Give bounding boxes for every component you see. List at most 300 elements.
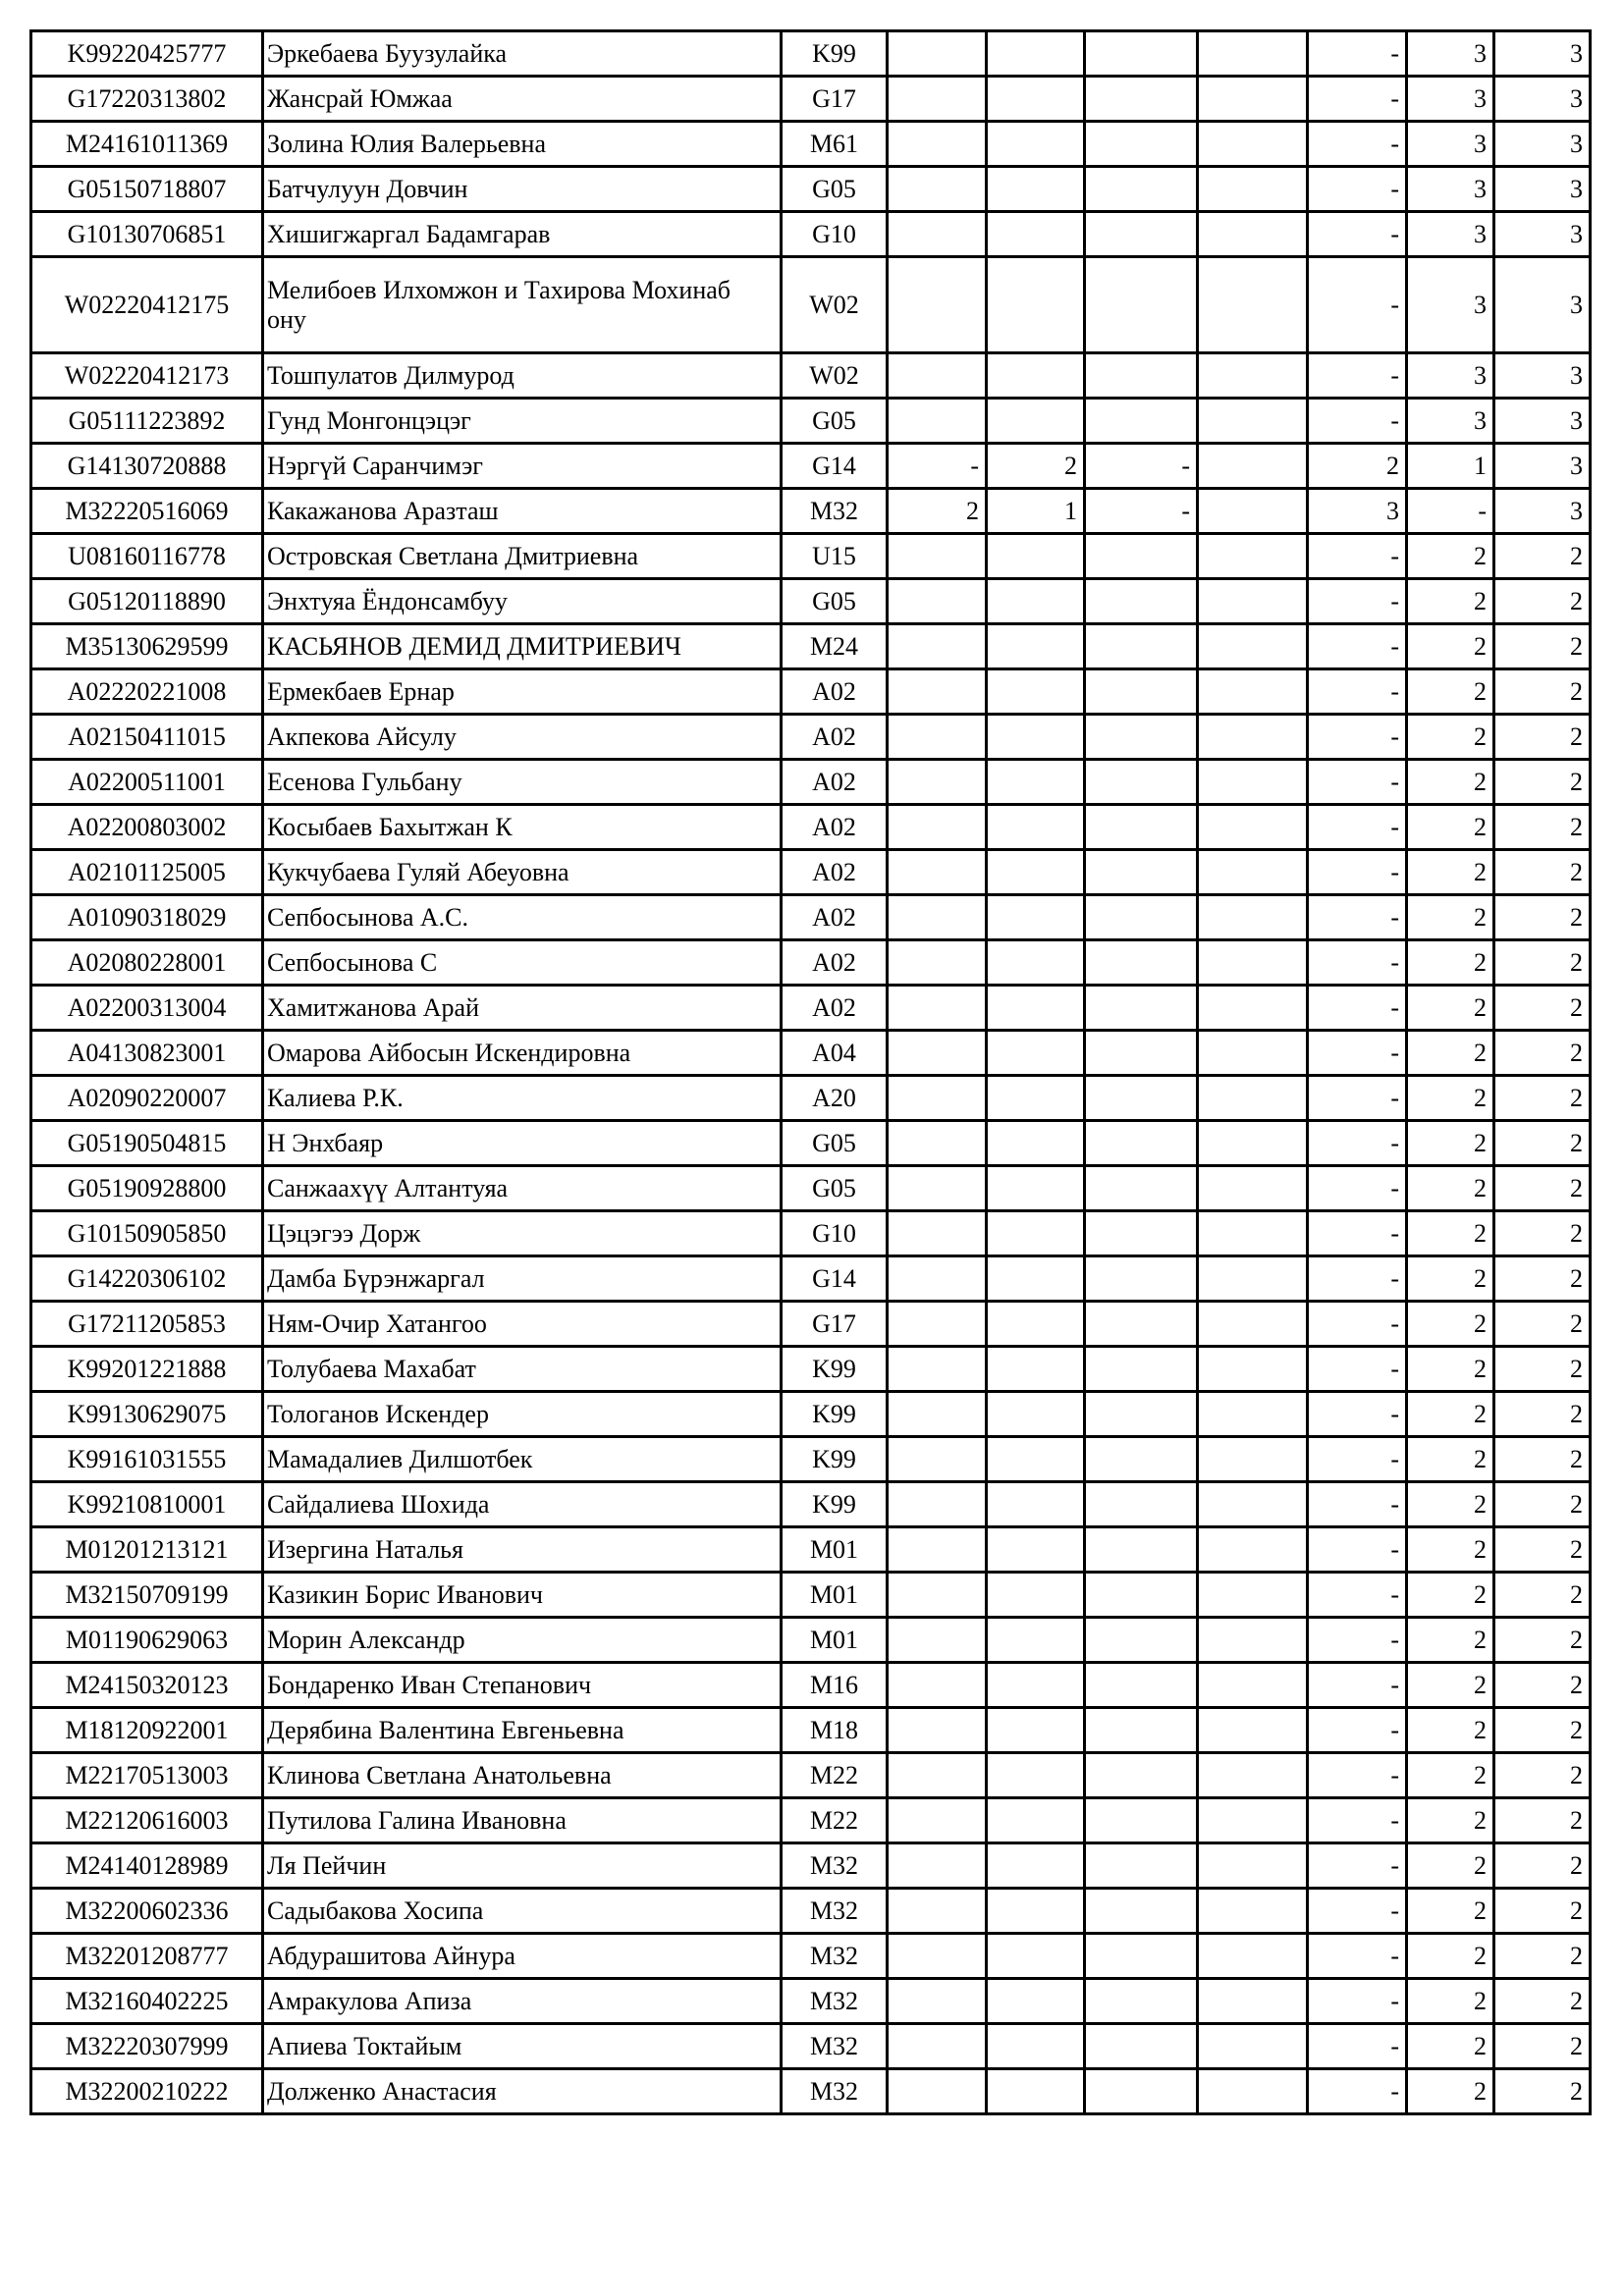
participant-name-cell: Золина Юлия Валерьевна [263,122,782,167]
score-cell-3 [1085,579,1198,624]
score-cell-1 [888,1031,987,1076]
score-cell-1 [888,1076,987,1121]
participant-name-cell: Дамба Бүрэнжаргал [263,1256,782,1302]
table-row [31,534,1591,579]
score-cell-6: 2 [1407,1392,1494,1437]
country-code-cell: M32 [782,489,888,534]
score-cell-4 [1198,31,1308,77]
score-cell-1 [888,1121,987,1166]
score-cell-5: - [1308,212,1407,257]
score-cell-6: 2 [1407,1889,1494,1934]
score-cell-6: 2 [1407,1211,1494,1256]
participant-id-cell: A01090318029 [31,895,263,940]
score-cell-3 [1085,1076,1198,1121]
score-cell-5: - [1308,986,1407,1031]
score-cell-1 [888,624,987,669]
score-cell-2 [987,1211,1085,1256]
table-row [31,1708,1591,1753]
table-row [31,579,1591,624]
score-cell-1 [888,1618,987,1663]
score-cell-3 [1085,1843,1198,1889]
score-cell-4 [1198,579,1308,624]
table-row [31,1211,1591,1256]
table-row [31,1256,1591,1302]
total-cell: 2 [1494,1618,1591,1663]
participant-name-cell: Батчулуун Довчин [263,167,782,212]
score-cell-4 [1198,1798,1308,1843]
participant-name-cell: Сепбосынова С [263,940,782,986]
score-cell-3 [1085,1798,1198,1843]
total-cell: 2 [1494,1979,1591,2024]
country-code-cell: A02 [782,669,888,715]
score-cell-6: 2 [1407,2024,1494,2069]
table-row [31,1437,1591,1482]
participant-id-cell: M35130629599 [31,624,263,669]
score-cell-5: - [1308,669,1407,715]
table-row [31,624,1591,669]
score-cell-6: 2 [1407,1573,1494,1618]
participant-id-cell: A02090220007 [31,1076,263,1121]
score-cell-6: 3 [1407,122,1494,167]
score-cell-2: 2 [987,444,1085,489]
score-cell-6: 2 [1407,1798,1494,1843]
participant-id-cell: M32160402225 [31,1979,263,2024]
score-cell-4 [1198,1121,1308,1166]
score-cell-1 [888,1798,987,1843]
country-code-cell: M32 [782,2024,888,2069]
score-cell-1 [888,1753,987,1798]
total-cell: 2 [1494,579,1591,624]
score-cell-4 [1198,1663,1308,1708]
score-cell-6: 2 [1407,1031,1494,1076]
total-cell: 2 [1494,1527,1591,1573]
score-cell-5: - [1308,1708,1407,1753]
participant-name-cell: Нэргүй Саранчимэг [263,444,782,489]
participant-name-cell: Островская Светлана Дмитриевна [263,534,782,579]
score-cell-2 [987,2069,1085,2114]
participant-id-cell: A04130823001 [31,1031,263,1076]
score-cell-1 [888,1843,987,1889]
score-cell-6: 3 [1407,31,1494,77]
score-cell-6: 2 [1407,1663,1494,1708]
score-cell-6: 2 [1407,1527,1494,1573]
score-cell-1 [888,1708,987,1753]
score-cell-5: - [1308,1121,1407,1166]
score-cell-3 [1085,1482,1198,1527]
score-cell-6: 2 [1407,1618,1494,1663]
score-cell-2 [987,399,1085,444]
country-code-cell: G17 [782,77,888,122]
country-code-cell: W02 [782,353,888,399]
country-code-cell: G14 [782,1256,888,1302]
score-cell-3 [1085,1934,1198,1979]
score-cell-2 [987,1076,1085,1121]
total-cell: 2 [1494,624,1591,669]
participant-name-cell: Калиева Р.К. [263,1076,782,1121]
country-code-cell: A02 [782,715,888,760]
score-cell-6: 3 [1407,77,1494,122]
total-cell: 2 [1494,1256,1591,1302]
score-cell-6: 2 [1407,805,1494,850]
table-row [31,669,1591,715]
score-cell-2 [987,1843,1085,1889]
score-cell-2 [987,986,1085,1031]
table-row [31,444,1591,489]
participant-name-cell: Акпекова Айсулу [263,715,782,760]
table-row [31,31,1591,77]
total-cell: 2 [1494,1798,1591,1843]
participant-name-cell: Ермекбаев Ернар [263,669,782,715]
score-cell-4 [1198,122,1308,167]
score-cell-1 [888,579,987,624]
total-cell: 2 [1494,895,1591,940]
score-cell-3 [1085,624,1198,669]
total-cell: 2 [1494,1573,1591,1618]
country-code-cell: M24 [782,624,888,669]
score-cell-3 [1085,1979,1198,2024]
score-cell-5: - [1308,1618,1407,1663]
score-cell-2 [987,1663,1085,1708]
score-cell-1 [888,1663,987,1708]
score-cell-4 [1198,1843,1308,1889]
participant-id-cell: W02220412175 [31,257,263,353]
score-cell-2 [987,895,1085,940]
score-cell-4 [1198,1392,1308,1437]
score-cell-1 [888,1302,987,1347]
score-cell-4 [1198,399,1308,444]
score-cell-5: - [1308,1166,1407,1211]
participant-id-cell: G17220313802 [31,77,263,122]
score-cell-6: 2 [1407,2069,1494,2114]
score-cell-5: - [1308,1392,1407,1437]
total-cell: 2 [1494,1843,1591,1889]
country-code-cell: M16 [782,1663,888,1708]
score-cell-2 [987,2024,1085,2069]
score-cell-1 [888,1979,987,2024]
score-cell-2 [987,1347,1085,1392]
table-row [31,1121,1591,1166]
score-cell-4 [1198,760,1308,805]
total-cell: 2 [1494,1031,1591,1076]
score-cell-3: - [1085,444,1198,489]
participant-name-cell: Жансрай Юмжаа [263,77,782,122]
score-cell-3 [1085,986,1198,1031]
score-cell-3 [1085,77,1198,122]
score-cell-2 [987,805,1085,850]
score-cell-3 [1085,1527,1198,1573]
table-row [31,399,1591,444]
score-cell-1 [888,1527,987,1573]
score-cell-6: 2 [1407,1302,1494,1347]
score-cell-5: - [1308,2024,1407,2069]
total-cell: 3 [1494,399,1591,444]
total-cell: 2 [1494,1076,1591,1121]
total-cell: 2 [1494,534,1591,579]
country-code-cell: G05 [782,1121,888,1166]
score-cell-6: 2 [1407,534,1494,579]
table-row [31,353,1591,399]
country-code-cell: G05 [782,1166,888,1211]
table-row [31,1798,1591,1843]
country-code-cell: K99 [782,31,888,77]
score-cell-2 [987,1527,1085,1573]
score-cell-4 [1198,1347,1308,1392]
score-cell-3 [1085,1889,1198,1934]
score-cell-3 [1085,850,1198,895]
score-cell-4 [1198,1753,1308,1798]
score-cell-4 [1198,1256,1308,1302]
score-cell-1 [888,986,987,1031]
score-cell-3 [1085,1708,1198,1753]
participant-id-cell: G05190504815 [31,1121,263,1166]
score-cell-5: - [1308,77,1407,122]
table-row [31,1618,1591,1663]
score-cell-4 [1198,1527,1308,1573]
score-cell-1 [888,1347,987,1392]
score-cell-4 [1198,1166,1308,1211]
score-cell-2 [987,122,1085,167]
country-code-cell: G17 [782,1302,888,1347]
table-row [31,1843,1591,1889]
participant-id-cell: A02200511001 [31,760,263,805]
total-cell: 2 [1494,1211,1591,1256]
participant-id-cell: M32220516069 [31,489,263,534]
score-cell-1 [888,715,987,760]
country-code-cell: M18 [782,1708,888,1753]
score-cell-1 [888,1934,987,1979]
score-cell-4 [1198,212,1308,257]
score-cell-3 [1085,805,1198,850]
table-row [31,760,1591,805]
score-cell-4 [1198,1934,1308,1979]
participant-id-cell: M32150709199 [31,1573,263,1618]
country-code-cell: M32 [782,2069,888,2114]
score-cell-1 [888,1437,987,1482]
score-cell-3 [1085,257,1198,353]
score-cell-2 [987,257,1085,353]
score-cell-5: - [1308,1663,1407,1708]
score-cell-2 [987,353,1085,399]
participant-name-cell: Н Энхбаяр [263,1121,782,1166]
table-row [31,1076,1591,1121]
score-cell-1 [888,353,987,399]
total-cell: 2 [1494,1753,1591,1798]
participant-name-cell: Абдурашитова Айнура [263,1934,782,1979]
score-cell-3 [1085,1166,1198,1211]
table-row [31,212,1591,257]
score-cell-6: 3 [1407,353,1494,399]
participant-id-cell: G05120118890 [31,579,263,624]
country-code-cell: M01 [782,1527,888,1573]
score-cell-2 [987,167,1085,212]
score-cell-6: 2 [1407,1482,1494,1527]
total-cell: 2 [1494,850,1591,895]
score-cell-6: 2 [1407,624,1494,669]
participant-id-cell: M32201208777 [31,1934,263,1979]
total-cell: 2 [1494,1392,1591,1437]
score-cell-5: - [1308,1753,1407,1798]
total-cell: 3 [1494,257,1591,353]
score-cell-1 [888,2069,987,2114]
score-cell-5: - [1308,895,1407,940]
score-cell-1 [888,1392,987,1437]
score-cell-2 [987,1979,1085,2024]
score-cell-5: - [1308,1211,1407,1256]
score-cell-5: - [1308,1482,1407,1527]
score-cell-6: 2 [1407,669,1494,715]
score-cell-4 [1198,167,1308,212]
score-cell-6: 3 [1407,399,1494,444]
total-cell: 2 [1494,1166,1591,1211]
participant-name-cell: Изергина Наталья [263,1527,782,1573]
score-cell-4 [1198,986,1308,1031]
participant-name-cell: Апиева Токтайым [263,2024,782,2069]
table-row [31,1663,1591,1708]
table-body [31,31,1591,2114]
score-cell-3 [1085,31,1198,77]
score-cell-5: - [1308,1256,1407,1302]
score-cell-1 [888,257,987,353]
participant-name-cell: Ля Пейчин [263,1843,782,1889]
table-row [31,1302,1591,1347]
table-row [31,122,1591,167]
score-cell-2 [987,760,1085,805]
country-code-cell: A02 [782,895,888,940]
score-cell-1 [888,534,987,579]
participant-id-cell: M32220307999 [31,2024,263,2069]
score-cell-2 [987,1573,1085,1618]
table-row [31,1573,1591,1618]
score-cell-3 [1085,895,1198,940]
participant-name-cell: Ням-Очир Хатангоо [263,1302,782,1347]
participant-id-cell: G10150905850 [31,1211,263,1256]
participant-name-cell: Мелибоев Илхомжон и Тахирова Мохинаб ону [263,257,782,353]
score-cell-2 [987,212,1085,257]
score-cell-6: 2 [1407,986,1494,1031]
score-cell-4 [1198,1889,1308,1934]
score-cell-3 [1085,1392,1198,1437]
score-cell-2 [987,1482,1085,1527]
participant-id-cell: M18120922001 [31,1708,263,1753]
score-cell-6: 2 [1407,1437,1494,1482]
participant-id-cell: G14220306102 [31,1256,263,1302]
table-row [31,895,1591,940]
score-cell-5: - [1308,624,1407,669]
country-code-cell: K99 [782,1392,888,1437]
participant-id-cell: A02080228001 [31,940,263,986]
score-cell-3 [1085,167,1198,212]
score-cell-3 [1085,1302,1198,1347]
score-cell-3 [1085,353,1198,399]
total-cell: 2 [1494,1347,1591,1392]
score-cell-4 [1198,2069,1308,2114]
participant-name-cell: Хамитжанова Арай [263,986,782,1031]
table-row [31,1482,1591,1527]
score-cell-2 [987,624,1085,669]
country-code-cell: A04 [782,1031,888,1076]
score-cell-6: 2 [1407,1166,1494,1211]
score-cell-4 [1198,669,1308,715]
country-code-cell: K99 [782,1482,888,1527]
participant-id-cell: M01201213121 [31,1527,263,1573]
participant-name-cell: Долженко Анастасия [263,2069,782,2114]
country-code-cell: A02 [782,760,888,805]
score-cell-1 [888,2024,987,2069]
results-table [29,29,1592,2115]
participant-id-cell: W02220412173 [31,353,263,399]
participant-id-cell: M24161011369 [31,122,263,167]
score-cell-3: - [1085,489,1198,534]
participant-id-cell: A02200313004 [31,986,263,1031]
score-cell-1 [888,850,987,895]
total-cell: 2 [1494,1482,1591,1527]
score-cell-5: - [1308,122,1407,167]
score-cell-2 [987,1934,1085,1979]
participant-name-cell: Энхтуяа Ёндонсамбуу [263,579,782,624]
table-row [31,167,1591,212]
total-cell: 3 [1494,353,1591,399]
score-cell-4 [1198,444,1308,489]
score-cell-6: 2 [1407,1708,1494,1753]
score-cell-6: 2 [1407,1979,1494,2024]
country-code-cell: W02 [782,257,888,353]
participant-id-cell: M24140128989 [31,1843,263,1889]
score-cell-2 [987,31,1085,77]
score-cell-4 [1198,77,1308,122]
score-cell-5: - [1308,1979,1407,2024]
score-cell-3 [1085,534,1198,579]
score-cell-3 [1085,212,1198,257]
country-code-cell: M61 [782,122,888,167]
score-cell-2 [987,1708,1085,1753]
country-code-cell: M32 [782,1843,888,1889]
score-cell-3 [1085,1347,1198,1392]
score-cell-5: - [1308,850,1407,895]
table-row [31,1392,1591,1437]
score-cell-5: - [1308,399,1407,444]
score-cell-2: 1 [987,489,1085,534]
score-cell-4 [1198,1573,1308,1618]
participant-id-cell: K99210810001 [31,1482,263,1527]
participant-id-cell: G14130720888 [31,444,263,489]
score-cell-4 [1198,1437,1308,1482]
participant-id-cell: G17211205853 [31,1302,263,1347]
score-cell-5: - [1308,1798,1407,1843]
score-cell-2 [987,1302,1085,1347]
total-cell: 3 [1494,489,1591,534]
score-cell-3 [1085,399,1198,444]
participant-name-cell: Тологанов Искендер [263,1392,782,1437]
total-cell: 2 [1494,805,1591,850]
total-cell: 2 [1494,1934,1591,1979]
table-row [31,1979,1591,2024]
table-row [31,2024,1591,2069]
score-cell-6: 2 [1407,760,1494,805]
participant-name-cell: Бондаренко Иван Степанович [263,1663,782,1708]
score-cell-3 [1085,940,1198,986]
score-cell-6: 2 [1407,1076,1494,1121]
country-code-cell: M22 [782,1753,888,1798]
total-cell: 2 [1494,986,1591,1031]
score-cell-2 [987,850,1085,895]
score-cell-4 [1198,850,1308,895]
score-cell-6: 2 [1407,1934,1494,1979]
table-row [31,257,1591,353]
score-cell-5: - [1308,1302,1407,1347]
score-cell-2 [987,534,1085,579]
participant-name-cell: Какажанова Аразташ [263,489,782,534]
country-code-cell: G05 [782,399,888,444]
